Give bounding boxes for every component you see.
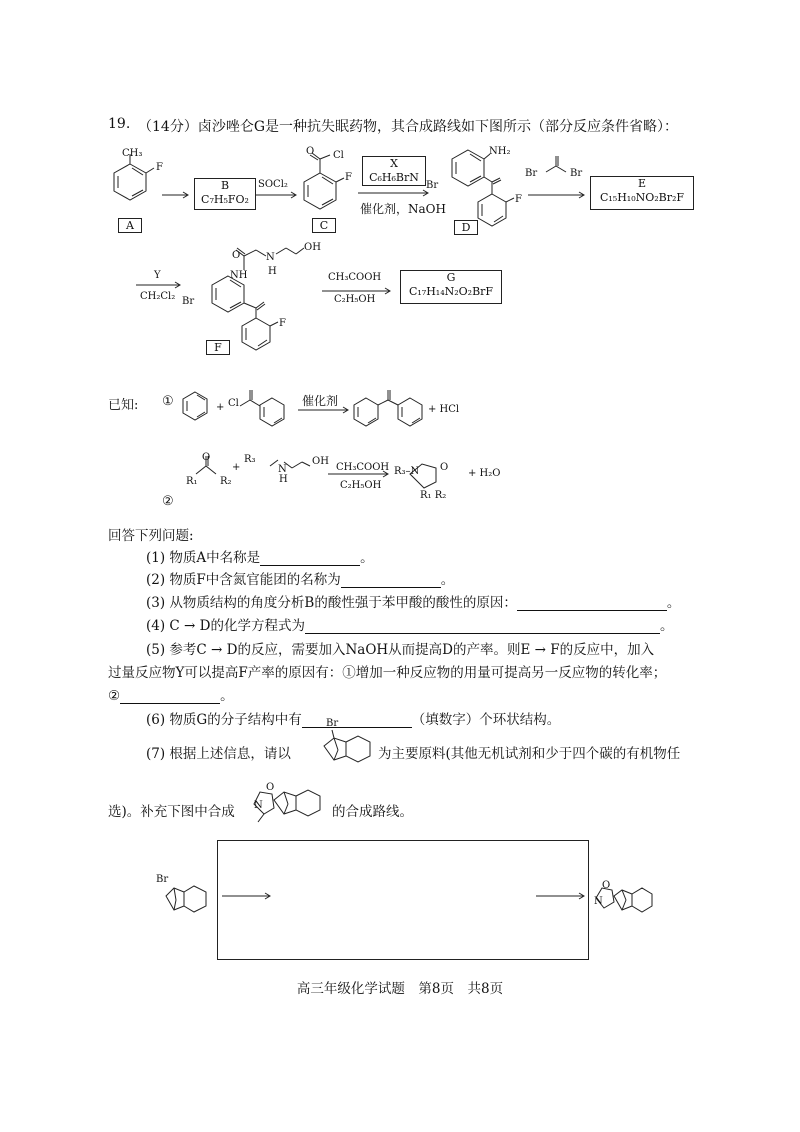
y-solvent: CH₂Cl₂ [140, 291, 176, 302]
q5-tail: 。 [220, 688, 234, 704]
q5-text: 参考C → D的反应，需要加入NaOH从而提高D的产率。则E → F的反应中，加入 [169, 642, 655, 658]
f-o: O [232, 250, 241, 261]
q3-tail: 。 [666, 595, 681, 611]
box-e [590, 176, 694, 210]
arrow-a-b [162, 190, 192, 200]
q7-text: 根据上述信息，请以 [169, 746, 291, 762]
synthesis-arrow-end [536, 891, 588, 901]
label-c: C [312, 218, 336, 233]
e-formula: C₁₅H₁₀NO₂Br₂F [599, 191, 685, 204]
arrow-d-e [528, 190, 588, 200]
known-r1-hcl: + HCl [428, 404, 460, 415]
q1-blank[interactable] [260, 552, 360, 566]
g-name: G [446, 271, 456, 284]
q3-blank[interactable] [517, 597, 667, 611]
q1-tail: 。 [360, 550, 374, 566]
q5-num: (5) [146, 642, 166, 658]
answer-intro: 回答下列问题: [108, 528, 194, 544]
known-r2-cond-bottom: C₂H₅OH [340, 480, 382, 491]
known-r2-product-r: R₁ R₂ [420, 490, 447, 501]
q4-blank[interactable] [305, 620, 660, 634]
known-r2-r1: R₁ [186, 476, 198, 487]
c-cl: Cl [333, 150, 344, 161]
q2-num: (2) [146, 572, 166, 588]
q5-line3 [108, 684, 234, 704]
q5-line2: 过量反应物Y可以提高F产率的原因有：①增加一种反应物的用量可提高另一反应物的转化率； [108, 665, 667, 681]
q6-num: (6) [146, 712, 166, 728]
known-r2-product-r3n: R₃–N [394, 466, 420, 477]
q6-text: 物质G的分子结构中有 [169, 712, 302, 728]
e-name: E [637, 177, 647, 190]
arrow-b-c [256, 190, 300, 200]
q4-text: C → D的化学方程式为 [169, 618, 305, 634]
fg-cond-bottom: C₂H₅OH [334, 294, 376, 305]
a-f: F [156, 162, 163, 173]
label-d: D [454, 220, 478, 235]
known-r2-product-o: O [440, 462, 449, 473]
synthesis-end-o: O [602, 880, 611, 891]
q6 [146, 708, 560, 728]
q2-text: 物质F中含氮官能团的名称为 [169, 572, 341, 588]
known-r2-cond-top: CH₃COOH [336, 462, 390, 473]
c-o: O [306, 146, 315, 157]
q7-n: N [254, 800, 263, 811]
q3 [146, 591, 680, 611]
f-br: Br [182, 296, 195, 307]
q5 [146, 638, 654, 658]
x-name: X [390, 157, 398, 170]
d-nh2: NH₂ [489, 146, 511, 157]
reagent-br-left: Br [525, 168, 538, 179]
arrow-e-f [136, 280, 184, 290]
q5-line3-num: ② [108, 688, 121, 704]
question-title: （14分）卤沙唑仑G是一种抗失眠药物，其合成路线如下图所示（部分反应条件省略）： [138, 119, 678, 135]
c-f: F [345, 172, 352, 183]
a-ch3: CH₃ [122, 148, 143, 159]
q2-tail: 。 [440, 572, 455, 588]
known-r1-num: ① [162, 394, 174, 409]
label-f: F [206, 340, 230, 355]
q4 [146, 614, 673, 634]
q7-line2a: 选)。补充下图中合成 [108, 804, 235, 820]
question-number: 19. [108, 116, 131, 132]
box-x [362, 156, 426, 186]
arrow-c-d [358, 188, 434, 198]
x-formula: C₆H₆BrN [369, 171, 419, 184]
q7 [146, 742, 291, 762]
known-r2-n: N [278, 464, 287, 475]
q2 [146, 568, 454, 588]
q3-num: (3) [146, 595, 166, 611]
known-r2-r2: R₂ [220, 476, 232, 487]
q7-mid: 为主要原料(其他无机试剂和少于四个碳的有机物任 [378, 746, 681, 762]
g-formula: C₁₇H₁₄N₂O₂BrF [408, 285, 494, 298]
known-r2-water: + H₂O [468, 468, 501, 479]
q4-tail: 。 [659, 618, 674, 634]
b-name: B [220, 179, 230, 192]
known-r2-num: ② [162, 494, 174, 509]
fg-cond-top: CH₃COOH [328, 272, 382, 283]
synthesis-arrow-start [222, 891, 274, 901]
q7-o: O [266, 782, 275, 793]
q7-start-structure [318, 726, 378, 770]
b-formula: C₇H₅FO₂ [201, 193, 249, 206]
known-r2-oh: OH [312, 456, 329, 467]
known-r1-plus: + [216, 402, 225, 413]
label-a: A [118, 218, 142, 233]
q7-line2b: 的合成路线。 [332, 804, 413, 820]
f-h: H [268, 266, 277, 277]
f-f: F [279, 318, 286, 329]
f-oh: OH [304, 242, 321, 253]
known-r2-h: H [279, 474, 288, 485]
known-r1-catalyst: 催化剂 [302, 394, 339, 408]
q2-blank[interactable] [341, 574, 441, 588]
f-n: N [266, 252, 275, 263]
conditions-c-d: 催化剂，NaOH [360, 202, 446, 216]
page-footer: 高三年级化学试题 第8页 共8页 [296, 981, 504, 997]
q1-num: (1) [146, 550, 166, 566]
box-b [194, 178, 256, 210]
d-f: F [515, 194, 522, 205]
q5-blank[interactable] [120, 690, 220, 704]
known-r1-cl: Cl [228, 398, 239, 409]
q6-tail: （填数字）个环状结构。 [411, 712, 561, 728]
synthesis-end-n: N [594, 896, 603, 907]
q1 [146, 546, 374, 566]
q1-text: 物质A中名称是 [169, 550, 261, 566]
q3-text: 从物质结构的角度分析B的酸性强于苯甲酸的酸性的原因： [169, 595, 517, 611]
synthesis-start-br: Br [156, 874, 169, 885]
y-name: Y [154, 270, 161, 281]
q7-br: Br [326, 718, 339, 729]
f-nh: NH [230, 270, 248, 281]
box-g [400, 270, 502, 304]
known-label: 已知: [108, 398, 139, 413]
d-br: Br [426, 180, 439, 191]
structure-a [112, 150, 162, 220]
q7-num: (7) [146, 746, 166, 762]
reagent-br-right: Br [570, 168, 583, 179]
reagent-socl2: SOCl₂ [258, 179, 288, 190]
known-r2-r3: R₃ [244, 454, 256, 465]
known-r2-plus: + [232, 462, 241, 473]
q4-num: (4) [146, 618, 166, 634]
known-r2-o: O [202, 452, 211, 463]
